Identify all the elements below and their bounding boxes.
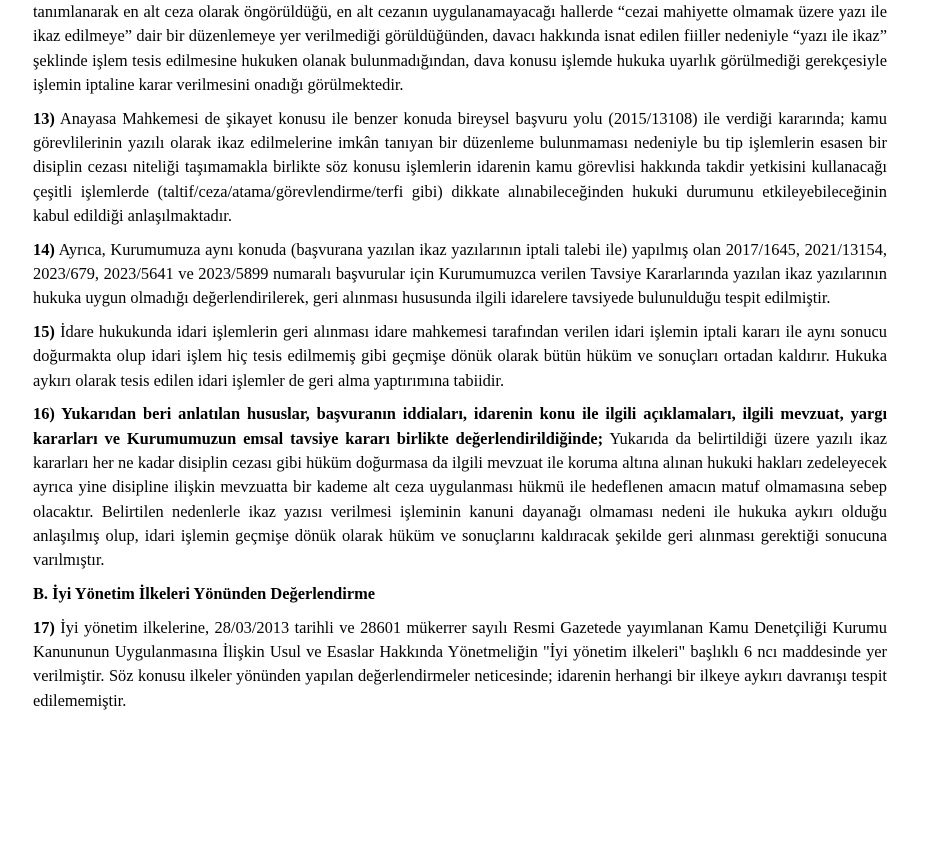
paragraph-16 [33,402,887,572]
paragraph-gap [33,228,887,238]
paragraph-13 [33,107,887,228]
paragraph-text: Ayrıca, Kurumumuza aynı konuda (başvurana yazılan ikaz yazılarının iptali talebi ile) yapılmış olan 2017/1645, 2021/13154, 2023/679, 2023/5641 ve 2023/5899 numaralı başvurular için Kurumumuzca verilen Tavsiye Kararlarında yazılan ikaz yazılarının hukuka uygun olmadığı değerlendirilerek, geri alınması hususunda ilgili idarelere tavsiyede bulunulduğu tespit edilmiştir. [33,239,887,308]
paragraph-number: 13) [33,108,55,128]
paragraph-bold-lead: Yukarıdan beri anlatılan hususlar, başvuranın iddiaları, idarenin konu ile ilgili açıklamaları, ilgili mevzuat, yargı kararları ve Kurumumuzun emsal tavsiye kararı birlikte değerlendirildiğinde; [33,404,887,448]
paragraph-gap [33,311,887,321]
paragraph-text: Yukarıda da belirtildiği üzere yazılı ikaz kararları her ne kadar disiplin cezası gibi hüküm doğurmasa da ilgili mevzuat ile koruma altına alınan hukuki hakları zedeleyecek ayrıca yine disipline ilişkin mevzuatta bir kademe alt ceza uygulanması hükmü ile hedeflenen amacın matuf olmamasına sebep olacaktır. Belirtilen nedenlerle ikaz yazısı verilmesi işleminin kanuni dayanağı olmaması nedeni ile hukuka aykırı olduğu anlaşılmış olup, idari işlemin geçmişe dönük olarak hüküm ve sonuçlarını kaldıracak şekilde geri alınması gerektiği sonucuna varılmıştır. [33,428,887,570]
paragraph-number: 14) [33,239,55,259]
paragraph-text: Anayasa Mahkemesi de şikayet konusu ile benzer konuda bireysel başvuru yolu (2015/13108) ile verdiği kararında; kamu görevlilerinin yazılı olarak ikaz edilmelerine imkân tanıyan bir düzenleme bulunmaması nedeniyle bu tip işlemlerin esasen bir disiplin cezası niteliği taşımamakla birlikte söz konusu işlemlerin idarenin kamu görevlisi hakkında takdir yetkisini kullanacağı çeşitli işlemlerde (taltif/ceza/atama/görevlendirme/terfi gibi) dikkate alınabileceğinden hukuki durumunu etkileyebileceğinin kabul edildiği anlaşılmaktadır. [33,108,887,225]
document-page [33,0,887,713]
paragraph-15 [33,320,887,393]
paragraph-gap [33,393,887,403]
paragraph-text: İyi yönetim ilkelerine, 28/03/2013 tarihli ve 28601 mükerrer sayılı Resmi Gazetede yayımlanan Kamu Denetçiliği Kurumu Kanununun Uygulanmasına İlişkin Usul ve Esaslar Hakkında Yönetmeliğin "İyi yönetim ilkeleri" başlıklı 6 ncı maddesinde yer verilmiştir. Söz konusu ilkeler yönünden yapılan değerlendirmeler neticesinde; idarenin herhangi bir ilkeye aykırı davranışı tespit edilememiştir. [33,617,887,710]
paragraph-number: 15) [33,322,55,342]
paragraph-number: 17) [33,617,55,637]
paragraph-gap [33,606,887,616]
paragraph-12-continuation [33,0,887,97]
paragraph-text: İdare hukukunda idari işlemlerin geri alınması idare mahkemesi tarafından verilen idari işlemin iptali kararı ile aynı sonucu doğurmakta olup idari işlem hiç tesis edilmemiş gibi geçmişe dönük olarak bütün hüküm ve sonuçları ortadan kaldırır. Hukuka aykırı olarak tesis edilen idari işlemler de geri alma yaptırımına tabiidir. [33,322,887,390]
paragraph-17 [33,616,887,713]
paragraph-number: 16) [33,404,55,424]
paragraph-14 [33,238,887,311]
paragraph-text: tanımlanarak en alt ceza olarak öngörüldüğü, en alt cezanın uygulanamayacağı hallerde “cezai mahiyette olmamak üzere yazı ile ikaz edilmeye” dair bir düzenlemeye yer verilmediği görüldüğünden, davacı hakkında isnat edilen fiiller nedeniyle “yazı ile ikaz” şeklinde işlem tesis edilmesine hukuken olanak bulunmadığından, dava konusu işlemde hukuka uyarlık görülmediği gerekçesiyle işlemin iptaline karar verilmesini onadığı görülmektedir. [33,2,887,94]
section-heading: B. İyi Yönetim İlkeleri Yönünden Değerlendirme [33,584,376,604]
paragraph-gap [33,573,887,583]
paragraph-gap [33,97,887,107]
